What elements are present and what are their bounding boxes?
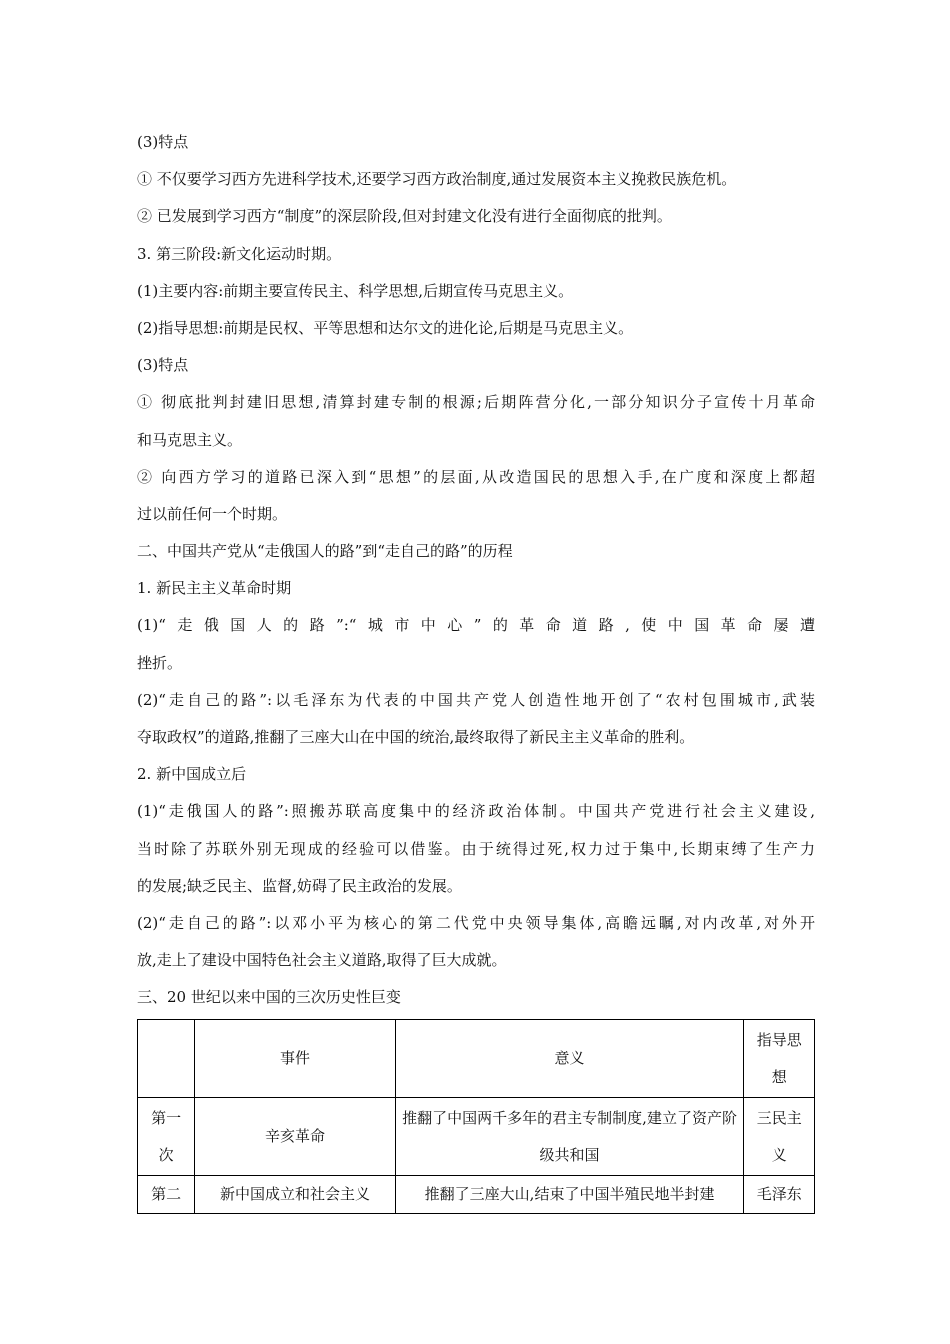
table-cell: 新中国成立和社会主义 <box>195 1176 395 1214</box>
document-body <box>137 124 815 1017</box>
text-line: 1. 新民主主义革命时期 <box>137 579 292 598</box>
table-cell: 第一次 <box>138 1098 195 1176</box>
table-cell: 辛亥革命 <box>195 1098 395 1176</box>
table-cell: 毛泽东 <box>744 1176 815 1214</box>
text-line: (3)特点 <box>137 356 189 375</box>
table-cell: 三民主义 <box>744 1098 815 1176</box>
text-line: 和马克思主义。 <box>137 430 243 449</box>
table-header-row <box>138 1020 815 1098</box>
table-header-cell: 事件 <box>195 1020 395 1098</box>
table-cell: 推翻了三座大山,结束了中国半殖民地半封建 <box>395 1176 744 1214</box>
section-heading: 二、中国共产党从“走俄国人的路”到“走自己的路”的历程 <box>137 542 513 561</box>
section-heading: 三、20 世纪以来中国的三次历史性巨变 <box>137 988 401 1007</box>
text-line: 3. 第三阶段:新文化运动时期。 <box>137 244 342 263</box>
text-line: ② 已发展到学习西方“制度”的深层阶段,但对封建文化没有进行全面彻底的批判。 <box>137 207 672 226</box>
table-header-cell: 意义 <box>395 1020 744 1098</box>
table-cell: 推翻了中国两千多年的君主专制制度,建立了资产阶级共和国 <box>395 1098 744 1176</box>
text-line: 挫折。 <box>137 653 183 672</box>
text-line: ① 不仅要学习西方先进科学技术,还要学习西方政治制度,通过发展资本主义挽救民族危机。 <box>137 170 737 189</box>
table-header-cell: 指导思想 <box>744 1020 815 1098</box>
table-row <box>138 1098 815 1176</box>
text-line: (2)“走自己的路”:以邓小平为核心的第二代党中央领导集体,高瞻远瞩,对内改革,对外开 <box>137 913 815 932</box>
text-line: ① 彻底批判封建旧思想,清算封建专制的根源;后期阵营分化,一部分知识分子宣传十月革命 <box>137 393 815 412</box>
text-line: (2)“走自己的路”:以毛泽东为代表的中国共产党人创造性地开创了“农村包围城市,武装 <box>137 690 815 709</box>
table-cell: 第二 <box>138 1176 195 1214</box>
table-header-cell <box>138 1020 195 1098</box>
text-line: 过以前任何一个时期。 <box>137 504 288 523</box>
text-line: (3)特点 <box>137 133 189 151</box>
text-line: (1)“走俄国人的路”:照搬苏联高度集中的经济政治体制。中国共产党进行社会主义建设, <box>137 802 815 821</box>
text-line: (1)主要内容:前期主要宣传民主、科学思想,后期宣传马克思主义。 <box>137 281 574 300</box>
text-line: 当时除了苏联外别无现成的经验可以借鉴。由于统得过死,权力过于集中,长期束缚了生产力 <box>137 839 815 858</box>
text-line: (1)“走俄国人的路”:“城市中心”的革命道路,使中国革命屡遭 <box>137 616 815 635</box>
text-line: 2. 新中国成立后 <box>137 765 247 784</box>
text-line: 放,走上了建设中国特色社会主义道路,取得了巨大成就。 <box>137 951 507 970</box>
table-row <box>138 1176 815 1214</box>
text-line: 的发展;缺乏民主、监督,妨碍了民主政治的发展。 <box>137 876 462 895</box>
text-line: 夺取政权”的道路,推翻了三座大山在中国的统治,最终取得了新民主主义革命的胜利。 <box>137 728 695 746</box>
text-line: ② 向西方学习的道路已深入到“思想”的层面,从改造国民的思想入手,在广度和深度上都超 <box>137 467 815 486</box>
history-table <box>137 1019 815 1214</box>
text-line: (2)指导思想:前期是民权、平等思想和达尔文的进化论,后期是马克思主义。 <box>137 318 634 337</box>
